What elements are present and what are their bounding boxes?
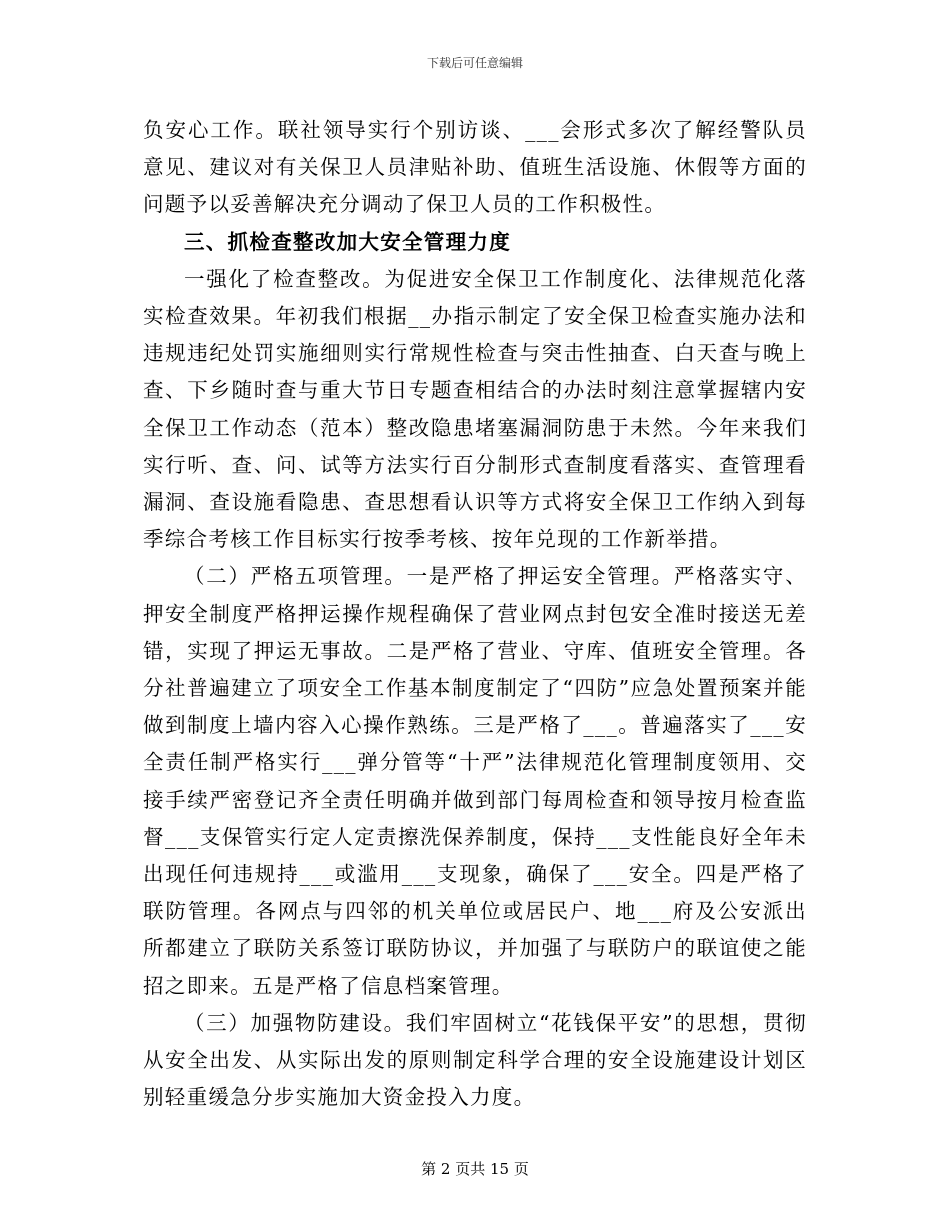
paragraph-five-managements: （二）严格五项管理。一是严格了押运安全管理。严格落实守、押安全制度严格押运操作规程确保了营业网点封包安全准时接送无差错，实现了押运无事故。二是严格了营业、守库、值班安全管理。各分社普遍建立了项安全工作基本制度制定了“四防”应急处置预案并能做到制度上墙内容入心操作熟练。三是严格了___。普遍落实了___安全责任制严格实行___弹分管等“十严”法律规范化管理制度领用、交接手续严密登记齐全责任明确并做到部门每周检查和领导按月检查监督___支保管实行定人定责擦洗保养制度，保持___支性能良好全年未出现任何违规持___或滥用___支现象，确保了___安全。四是严格了联防管理。各网点与四邻的机关单位或居民户、地___府及公安派出所都建立了联防关系签订联防协议，并加强了与联防户的联谊使之能招之即来。五是严格了信息档案管理。 [143, 564, 807, 998]
paragraph-physical-defense: （三）加强物防建设。我们牢固树立“花钱保平安”的思想，贯彻从安全出发、从实际出发的原则制定科学合理的安全设施建设计划区别轻重缓急分步实施加大资金投入力度。 [143, 1010, 807, 1110]
page-number: 第 2 页共 15 页 [421, 1160, 529, 1178]
section-heading-3: 三、抓检查整改加大安全管理力度 [184, 229, 511, 254]
paragraph-continued: 负安心工作。联社领导实行个别访谈、___会形式多次了解经警队员意见、建议对有关保卫人员津贴补助、值班生活设施、休假等方面的问题予以妥善解决充分调动了保卫人员的工作积极性。 [143, 118, 807, 217]
document-body [143, 112, 807, 1116]
paragraph-inspection: 一强化了检查整改。为促进安全保卫工作制度化、法律规范化落实检查效果。年初我们根据__办指示制定了安全保卫检查实施办法和违规违纪处罚实施细则实行常规性检查与突击性抽查、白天查与晚上查、下乡随时查与重大节日专题查相结合的办法时刻注意掌握辖内安全保卫工作动态（范本）整改隐患堵塞漏洞防患于未然。今年来我们实行听、查、问、试等方法实行百分制形式查制度看落实、查管理看漏洞、查设施看隐患、查思想看认识等方式将安全保卫工作纳入到每季综合考核工作目标实行按季考核、按年兑现的工作新举措。 [143, 266, 807, 552]
page-header: 下载后可任意编辑 [426, 56, 523, 70]
